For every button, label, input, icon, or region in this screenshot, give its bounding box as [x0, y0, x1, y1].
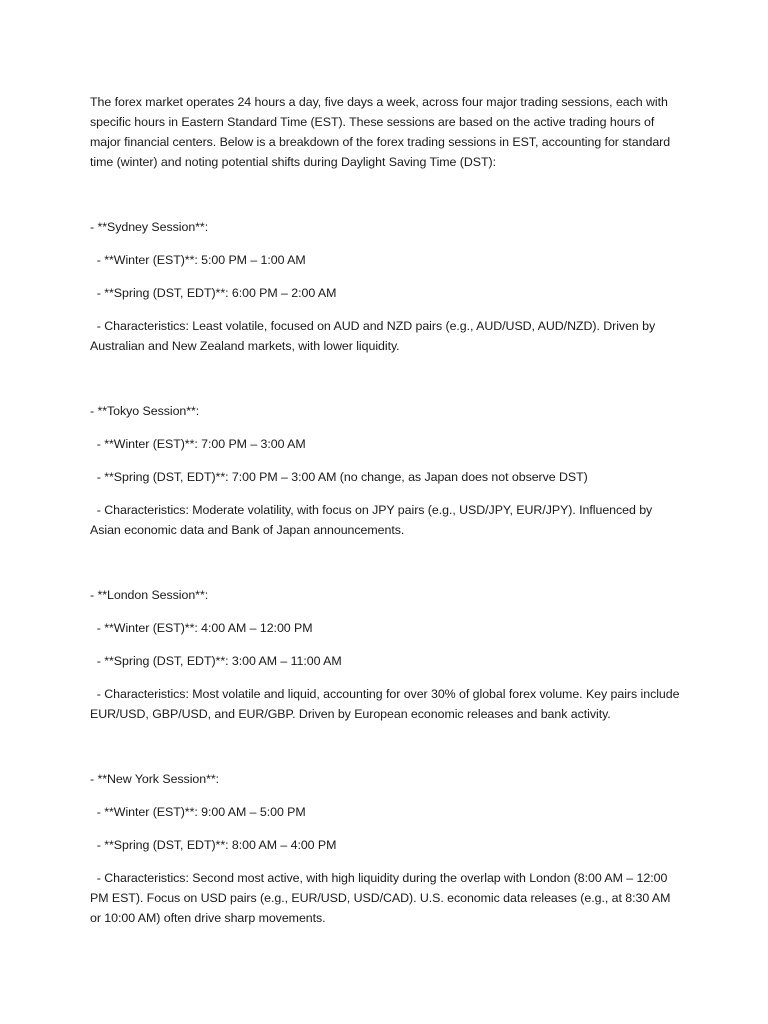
tokyo-spring-hours: - **Spring (DST, EDT)**: 7:00 PM – 3:00 AM (no change, as Japan does not observe DST) — [90, 470, 588, 484]
tokyo-winter-hours: - **Winter (EST)**: 7:00 PM – 3:00 AM — [90, 437, 306, 451]
new-york-winter-hours: - **Winter (EST)**: 9:00 AM – 5:00 PM — [90, 805, 306, 819]
tokyo-characteristics: - Characteristics: Moderate volatility, with focus on JPY pairs (e.g., USD/JPY, EUR/JPY). Influenced by Asian economic data and Bank of Japan announcements. — [90, 503, 655, 537]
tokyo-session-section — [90, 401, 680, 540]
intro-paragraph: The forex market operates 24 hours a day, five days a week, across four major trading sessions, each with specific hours in Eastern Standard Time (EST). These sessions are based on the active trading hours of major financial centers. Below is a breakdown of the forex trading sessions in EST, accounting for standard time (winter) and noting potential shifts during Daylight Saving Time (DST): — [90, 95, 674, 169]
new-york-session-title: - **New York Session**: — [90, 772, 220, 786]
new-york-spring-hours: - **Spring (DST, EDT)**: 8:00 AM – 4:00 PM — [90, 838, 337, 852]
london-session-section — [90, 585, 683, 724]
london-session-title: - **London Session**: — [90, 588, 209, 602]
london-characteristics: - Characteristics: Most volatile and liquid, accounting for over 30% of global forex volume. Key pairs include EUR/USD, GBP/USD, and EUR/GBP. Driven by European economic releases and bank activity. — [90, 687, 683, 721]
sydney-session-section — [90, 217, 680, 356]
new-york-characteristics: - Characteristics: Second most active, with high liquidity during the overlap with London (8:00 AM – 12:00 PM EST). Focus on USD pairs (e.g., EUR/USD, USD/CAD). U.S. economic data releases (e.g., at 8:30 AM or 10:00 AM) often drive sharp movements. — [90, 871, 674, 925]
document-body — [90, 92, 683, 973]
london-spring-hours: - **Spring (DST, EDT)**: 3:00 AM – 11:00 AM — [90, 654, 342, 668]
sydney-spring-hours: - **Spring (DST, EDT)**: 6:00 PM – 2:00 AM — [90, 286, 337, 300]
sydney-session-title: - **Sydney Session**: — [90, 220, 209, 234]
tokyo-session-title: - **Tokyo Session**: — [90, 404, 200, 418]
sydney-winter-hours: - **Winter (EST)**: 5:00 PM – 1:00 AM — [90, 253, 306, 267]
sydney-characteristics: - Characteristics: Least volatile, focused on AUD and NZD pairs (e.g., AUD/USD, AUD/NZD). Driven by Australian and New Zealand markets, with lower liquidity. — [90, 319, 658, 353]
new-york-session-section — [90, 769, 680, 928]
london-winter-hours: - **Winter (EST)**: 4:00 AM – 12:00 PM — [90, 621, 313, 635]
